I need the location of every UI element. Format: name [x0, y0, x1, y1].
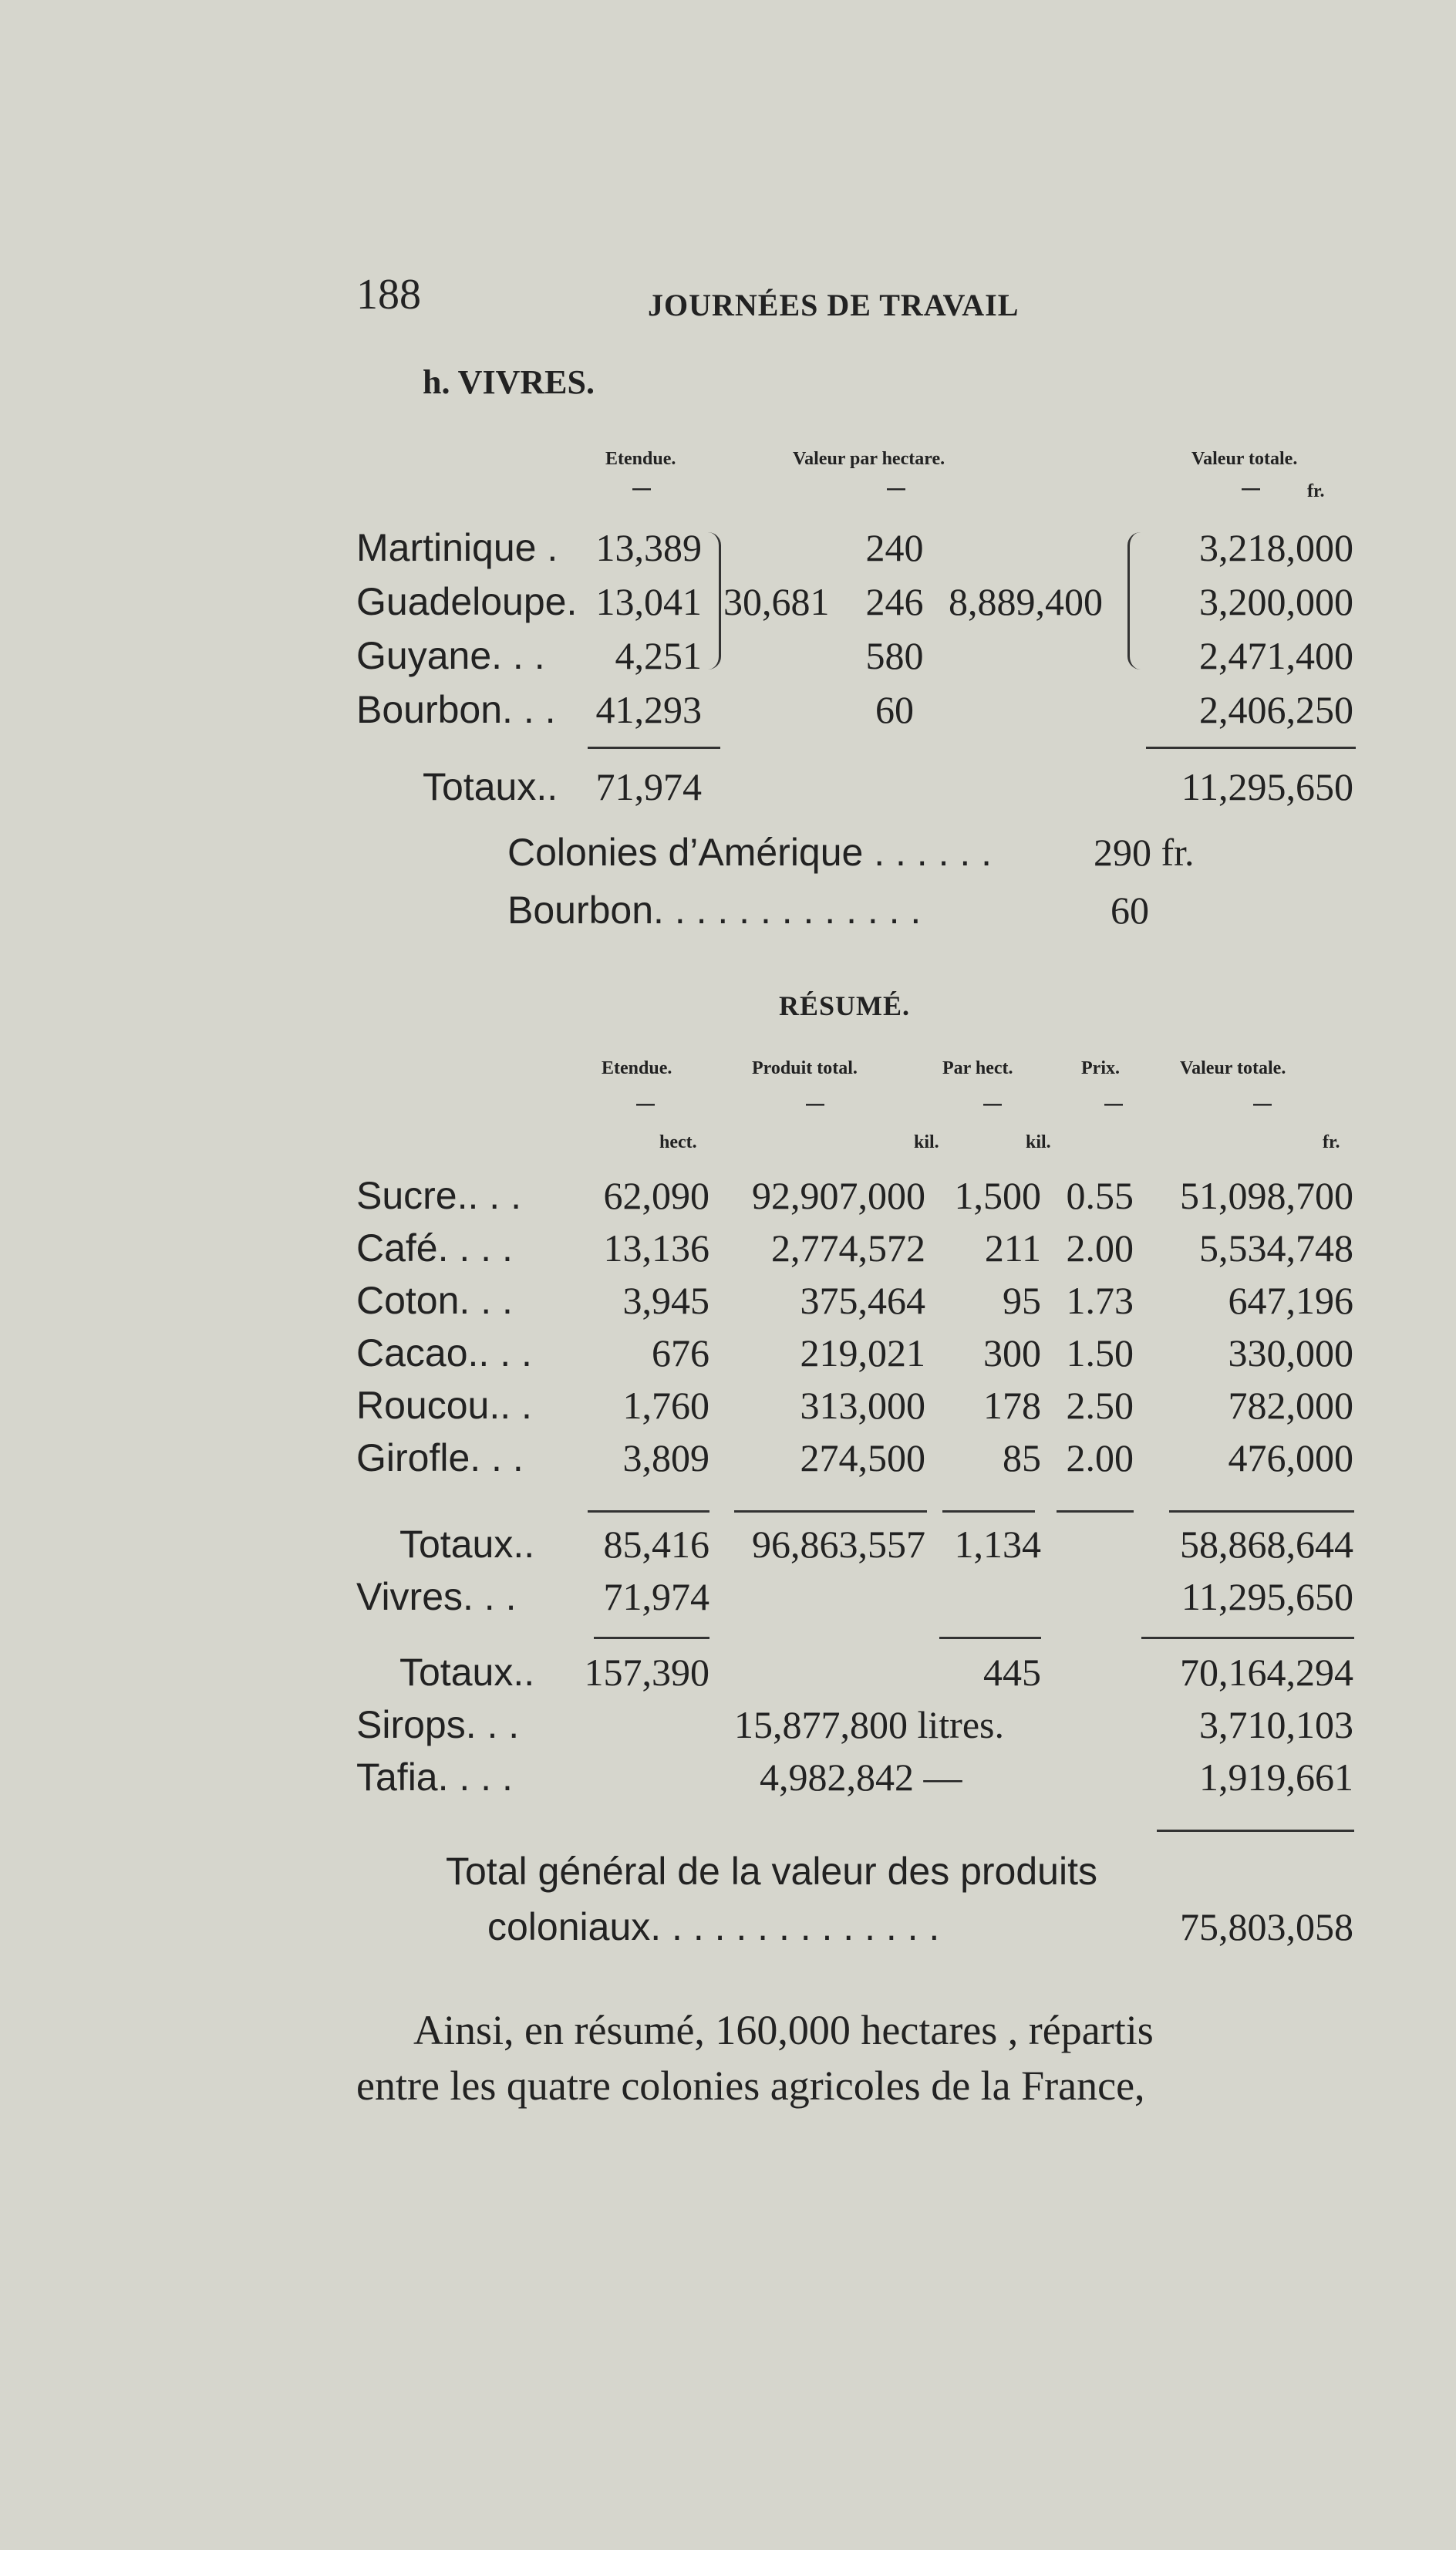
paragraph-line: Ainsi, en résumé, 160,000 hectares , répartis [413, 2007, 1154, 2053]
col-dash: — [636, 1094, 655, 1115]
cell-total: 3,200,000 [1199, 580, 1353, 623]
rule-valeur [1169, 1510, 1354, 1513]
cell-etendue: 13,136 [603, 1226, 709, 1270]
col-dash: — [1253, 1094, 1272, 1115]
running-title: JOURNÉES DE TRAVAIL [648, 288, 1020, 322]
cell-etendue: 3,945 [622, 1279, 709, 1322]
cell-produit: 313,000 [800, 1384, 925, 1427]
unit-hect: hect. [659, 1132, 697, 1152]
totals-etendue: 71,974 [595, 765, 702, 808]
rule-etendue [594, 1637, 709, 1639]
col-header-etendue: Etendue. [602, 1058, 672, 1078]
cell-etendue: 1,760 [622, 1384, 709, 1427]
rule-produit [734, 1510, 927, 1513]
cell-valeur: 330,000 [1228, 1331, 1353, 1375]
cell-produit: 92,907,000 [752, 1174, 925, 1217]
cell-valeur: 5,534,748 [1199, 1226, 1353, 1270]
section-heading-vivres: h. VIVRES. [423, 363, 595, 401]
rule-valeur [1141, 1637, 1354, 1639]
cell-valeur: 782,000 [1228, 1384, 1353, 1427]
cell-etendue: 4,251 [615, 634, 702, 677]
rule-total [1146, 747, 1356, 749]
section-heading-resume: RÉSUMÉ. [779, 990, 911, 1021]
col-dash: — [983, 1094, 1002, 1115]
cell-per-hectare: 246 [865, 580, 924, 623]
cell-etendue: 71,974 [603, 1575, 709, 1618]
cell-prix: 1.73 [1066, 1279, 1134, 1322]
col-header-valeur-totale: Valeur totale. [1191, 449, 1298, 469]
col-dash: — [1242, 478, 1260, 499]
row-label: Cacao.. . . [356, 1331, 532, 1375]
cell-prix: 2.00 [1066, 1226, 1134, 1270]
cell-valeur: 1,919,661 [1199, 1756, 1353, 1799]
rule-par-hect [939, 1637, 1041, 1639]
cell-valeur: 11,295,650 [1181, 1575, 1353, 1618]
cell-produit: 15,877,800 litres. [734, 1703, 1004, 1746]
totals-label: Totaux.. [399, 1523, 535, 1566]
cell-etendue: 41,293 [595, 688, 702, 731]
cell-per-hectare: 240 [865, 526, 924, 569]
totals-valeur: 70,164,294 [1180, 1651, 1353, 1694]
avg-label-bourbon: Bourbon. . . . . . . . . . . . . [507, 889, 922, 932]
col-dash: — [1104, 1094, 1123, 1115]
right-group-brace [1127, 532, 1141, 670]
cell-produit: 274,500 [800, 1436, 925, 1479]
paragraph-line: entre les quatre colonies agricoles de la France, [356, 2063, 1145, 2109]
col-header-prix: Prix. [1081, 1058, 1120, 1078]
cell-per-hectare: 580 [865, 634, 924, 677]
rule-prix [1057, 1510, 1134, 1513]
row-label: Martinique . [356, 526, 558, 569]
totals-par-hect: 445 [983, 1651, 1041, 1694]
cell-valeur: 3,710,103 [1199, 1703, 1353, 1746]
totals-value: 11,295,650 [1181, 765, 1353, 808]
cell-produit: 2,774,572 [771, 1226, 925, 1270]
cell-produit: 4,982,842 — [760, 1756, 962, 1799]
cell-par-hect: 1,500 [954, 1174, 1041, 1217]
cell-par-hect: 300 [983, 1331, 1041, 1375]
rule-etendue [588, 1510, 709, 1513]
cell-etendue: 3,809 [622, 1436, 709, 1479]
col-header-valeur-hectare: Valeur par hectare. [793, 449, 945, 469]
row-label: Roucou.. . [356, 1384, 532, 1427]
col-dash: — [632, 478, 651, 499]
cell-etendue: 676 [652, 1331, 709, 1375]
col-header-produit: Produit total. [752, 1058, 858, 1078]
totals-etendue: 157,390 [584, 1651, 709, 1694]
cell-produit: 219,021 [800, 1331, 925, 1375]
rule-par-hect [942, 1510, 1035, 1513]
group-total: 8,889,400 [949, 580, 1103, 623]
cell-per-hectare: 60 [875, 688, 914, 731]
cell-valeur: 647,196 [1228, 1279, 1353, 1322]
row-label: Sucre.. . . [356, 1174, 521, 1217]
unit-francs: fr. [1323, 1132, 1340, 1152]
totals-label: Totaux.. [399, 1651, 535, 1694]
cell-par-hect: 211 [984, 1226, 1041, 1270]
row-label: Guadeloupe. [356, 580, 578, 623]
cell-valeur: 51,098,700 [1180, 1174, 1353, 1217]
row-label: Vivres. . . [356, 1575, 517, 1618]
cell-total: 3,218,000 [1199, 526, 1353, 569]
cell-produit: 375,464 [800, 1279, 925, 1322]
rule-etendue [588, 747, 720, 749]
cell-etendue: 62,090 [603, 1174, 709, 1217]
grand-total-label-line1: Total général de la valeur des produits [446, 1850, 1097, 1893]
cell-total: 2,406,250 [1199, 688, 1353, 731]
row-label: Sirops. . . [356, 1703, 520, 1746]
avg-label-amerique: Colonies d’Amérique . . . . . . [507, 831, 993, 874]
totals-par-hect: 1,134 [954, 1523, 1041, 1566]
cell-etendue: 13,041 [595, 580, 702, 623]
page-number: 188 [356, 271, 421, 319]
group-etendue: 30,681 [723, 580, 830, 623]
cell-prix: 2.00 [1066, 1436, 1134, 1479]
cell-prix: 2.50 [1066, 1384, 1134, 1427]
row-label: Tafia. . . . [356, 1756, 513, 1799]
row-label: Coton. . . [356, 1279, 513, 1322]
totals-valeur: 58,868,644 [1180, 1523, 1353, 1566]
cell-prix: 1.50 [1066, 1331, 1134, 1375]
cell-par-hect: 178 [983, 1384, 1041, 1427]
row-label: Girofle. . . [356, 1436, 524, 1479]
totals-label: Totaux.. [423, 765, 558, 808]
grand-total-value: 75,803,058 [1180, 1905, 1353, 1948]
cell-par-hect: 95 [1003, 1279, 1041, 1322]
cell-prix: 0.55 [1066, 1174, 1134, 1217]
col-dash: — [806, 1094, 824, 1115]
row-label: Guyane. . . [356, 634, 545, 677]
col-dash: — [887, 478, 905, 499]
cell-etendue: 13,389 [595, 526, 702, 569]
cell-total: 2,471,400 [1199, 634, 1353, 677]
avg-value-amerique: 290 fr. [1094, 831, 1195, 874]
row-label: Café. . . . [356, 1226, 513, 1270]
cell-par-hect: 85 [1003, 1436, 1041, 1479]
totals-etendue: 85,416 [603, 1523, 709, 1566]
col-header-valeur: Valeur totale. [1180, 1058, 1286, 1078]
cell-valeur: 476,000 [1228, 1436, 1353, 1479]
row-label: Bourbon. . . [356, 688, 556, 731]
avg-value-bourbon: 60 [1111, 889, 1149, 932]
rule-grand-total [1157, 1830, 1354, 1832]
col-header-par-hect: Par hect. [942, 1058, 1013, 1078]
unit-kil: kil. [914, 1132, 939, 1152]
unit-kil: kil. [1026, 1132, 1051, 1152]
grand-total-label-line2: coloniaux. . . . . . . . . . . . . . [487, 1905, 940, 1948]
col-header-etendue: Etendue. [605, 449, 676, 469]
totals-produit: 96,863,557 [752, 1523, 925, 1566]
unit-francs: fr. [1307, 481, 1325, 501]
left-group-brace [708, 532, 721, 670]
